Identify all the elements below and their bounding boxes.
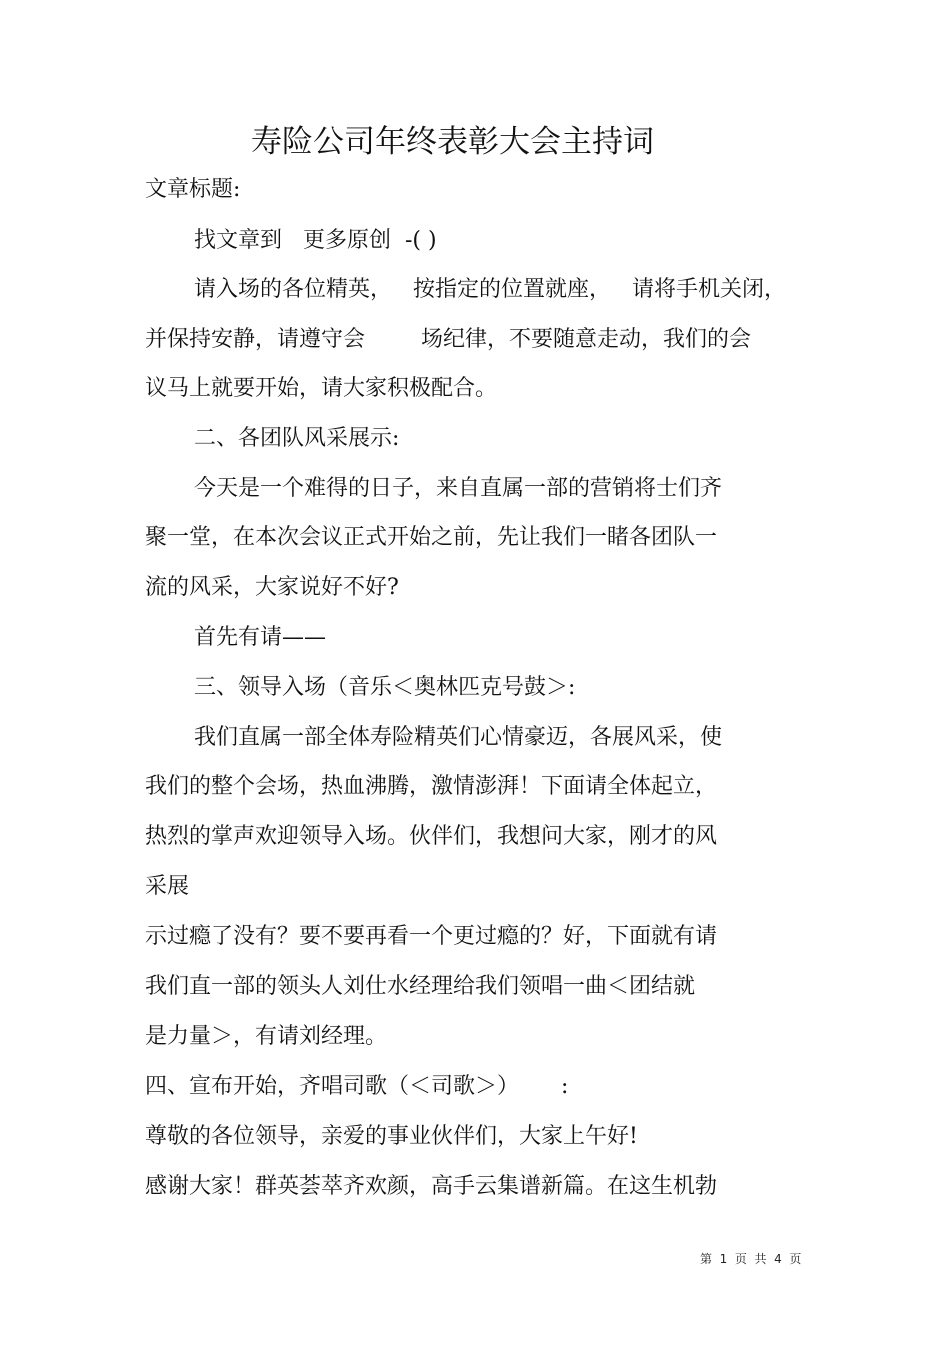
text-line: 采展 — [145, 874, 190, 899]
text-line: 是力量＞，有请刘经理。 — [145, 1024, 388, 1049]
text-line: 文章标题: — [145, 177, 241, 202]
page-number-footer: 第 1 页 共 4 页 — [700, 1252, 802, 1266]
text-line: 四、宣布开始，齐唱司歌（＜司歌＞） : — [145, 1074, 569, 1099]
text-line: 二、各团队风采展示: — [194, 426, 400, 451]
text-line: 示过瘾了没有？要不要再看一个更过瘾的？好，下面就有请 — [145, 924, 718, 949]
text-line: 请入场的各位精英， 按指定的位置就座， 请将手机关闭， — [194, 277, 786, 302]
text-line: 感谢大家！群英荟萃齐欢颜，高手云集谱新篇。在这生机勃 — [145, 1174, 718, 1199]
text-line: 今天是一个难得的日子，来自直属一部的营销将士们齐 — [194, 476, 723, 501]
text-line: 三、领导入场（音乐＜奥林匹克号鼓＞: — [194, 675, 576, 700]
text-line: 聚一堂，在本次会议正式开始之前，先让我们一睹各团队一 — [145, 525, 718, 550]
text-line: 我们的整个会场，热血沸腾，激情澎湃！下面请全体起立， — [145, 774, 718, 799]
text-line: 尊敬的各位领导，亲爱的事业伙伴们，大家上午好! — [145, 1124, 638, 1149]
text-line: 首先有请—— — [194, 625, 327, 650]
text-line: 流的风采，大家说好不好? — [145, 575, 399, 600]
text-line: 并保持安静，请遵守会 场纪律，不要随意走动，我们的会 — [145, 327, 751, 352]
text-line: 我们直属一部全体寿险精英们心情豪迈，各展风采，使 — [194, 725, 723, 750]
text-line: 我们直一部的领头人刘仕水经理给我们领唱一曲＜团结就 — [145, 974, 696, 999]
document-title: 寿险公司年终表彰大会主持词 — [251, 124, 654, 160]
text-line: 热烈的掌声欢迎领导入场。伙伴们，我想问大家，刚才的风 — [145, 824, 718, 849]
text-line: 找文章到 更多原创 -( ) — [194, 228, 437, 253]
text-line: 议马上就要开始，请大家积极配合。 — [145, 376, 498, 401]
